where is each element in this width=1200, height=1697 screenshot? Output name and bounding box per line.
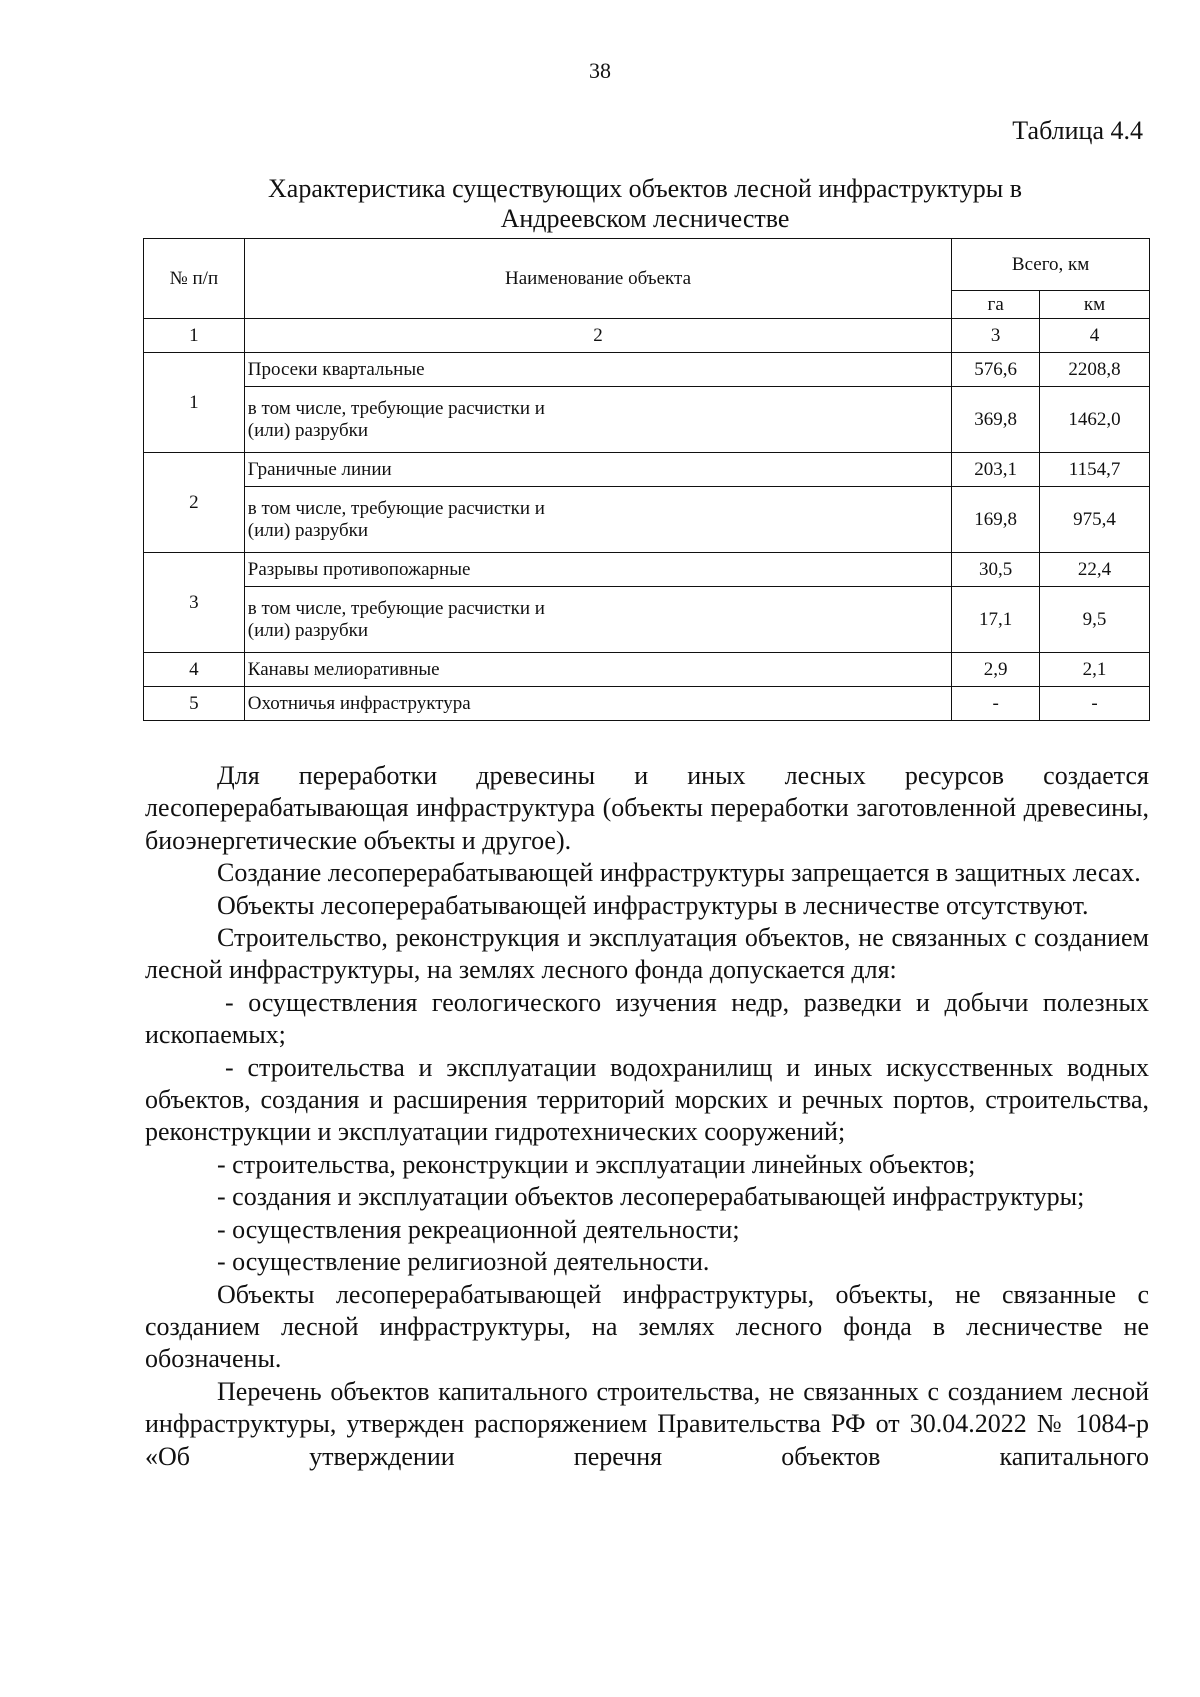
row-num: 1: [144, 353, 245, 453]
row-km: 975,4: [1040, 487, 1150, 553]
row-km: 2,1: [1040, 653, 1150, 687]
table-title-line2: Андреевском лесничестве: [500, 204, 790, 233]
col-number: 3: [952, 319, 1040, 353]
header-total: Всего, км: [952, 239, 1150, 291]
table-row: [144, 687, 1150, 721]
row-ha: 369,8: [952, 387, 1040, 453]
row-name: Граничные линии: [244, 453, 951, 487]
header-ha: га: [952, 291, 1040, 319]
row-num: 2: [144, 453, 245, 553]
paragraph: - осуществления рекреационной деятельности;: [217, 1214, 740, 1244]
row-ha: 203,1: [952, 453, 1040, 487]
header-num: № п/п: [144, 239, 245, 319]
table-row: [144, 653, 1150, 687]
row-name: Разрывы противопожарные: [244, 553, 951, 587]
table-header-row: [144, 239, 1150, 291]
table-title: [145, 174, 1145, 234]
row-name: Канавы мелиоративные: [244, 653, 951, 687]
table-row: [144, 587, 1150, 653]
table-col-number-row: [144, 319, 1150, 353]
paragraph: - создания и эксплуатации объектов лесоперерабатывающей инфраструктуры;: [217, 1182, 1085, 1212]
row-km: 9,5: [1040, 587, 1150, 653]
col-number: 4: [1040, 319, 1150, 353]
row-name: в том числе, требующие расчистки и (или) разрубки: [244, 487, 951, 553]
paragraph: Объекты лесоперерабатывающей инфраструктуры, объекты, не связанные с созданием лесной инфраструктуры, на землях лесного фонда в лесничестве не обозначены.: [145, 1279, 1149, 1374]
row-num: 4: [144, 653, 245, 687]
row-name: в том числе, требующие расчистки и (или) разрубки: [244, 587, 951, 653]
paragraph: Объекты лесоперерабатывающей инфраструктуры в лесничестве отсутствуют.: [217, 890, 1089, 920]
row-num: 5: [144, 687, 245, 721]
row-ha: 30,5: [952, 553, 1040, 587]
row-km: -: [1040, 687, 1150, 721]
row-km: 1154,7: [1040, 453, 1150, 487]
infrastructure-table: [143, 238, 1150, 721]
row-name: в том числе, требующие расчистки и (или) разрубки: [244, 387, 951, 453]
row-km: 22,4: [1040, 553, 1150, 587]
paragraph: - строительства и эксплуатации водохранилищ и иных искусственных водных объектов, создания и расширения территорий морских и речных портов, строительства, реконструкции и эксплуатации гидротехнических сооружений;: [145, 1052, 1149, 1147]
row-ha: -: [952, 687, 1040, 721]
col-number: 1: [144, 319, 245, 353]
row-ha: 2,9: [952, 653, 1040, 687]
paragraph: Создание лесоперерабатывающей инфраструктуры запрещается в защитных лесах.: [217, 858, 1141, 888]
row-num: 3: [144, 553, 245, 653]
page-number: 38: [589, 58, 611, 83]
table-row: [144, 387, 1150, 453]
table-row: [144, 487, 1150, 553]
row-km: 2208,8: [1040, 353, 1150, 387]
row-ha: 169,8: [952, 487, 1040, 553]
body-text: [145, 760, 1149, 1473]
header-name: Наименование объекта: [244, 239, 951, 319]
paragraph: - строительства, реконструкции и эксплуатации линейных объектов;: [217, 1149, 976, 1179]
paragraph: - осуществление религиозной деятельности.: [217, 1247, 710, 1277]
table-title-line1: Характеристика существующих объектов лесной инфраструктуры в: [268, 174, 1022, 203]
row-name: Просеки квартальные: [244, 353, 951, 387]
table-row: [144, 553, 1150, 587]
paragraph: Строительство, реконструкция и эксплуатация объектов, не связанных с созданием лесной инфраструктуры, на землях лесного фонда допускается для:: [145, 923, 1149, 985]
row-ha: 576,6: [952, 353, 1040, 387]
table-row: [144, 453, 1150, 487]
row-ha: 17,1: [952, 587, 1040, 653]
table-row: [144, 353, 1150, 387]
col-number: 2: [244, 319, 951, 353]
table-label: Таблица 4.4: [1012, 116, 1143, 145]
header-km: км: [1040, 291, 1150, 319]
row-km: 1462,0: [1040, 387, 1150, 453]
paragraph: Для переработки древесины и иных лесных ресурсов создается лесоперерабатывающая инфраструктура (объекты переработки заготовленной древесины, биоэнергетические объекты и другое).: [145, 761, 1149, 855]
paragraph: Перечень объектов капитального строительства, не связанных с созданием лесной инфраструктуры, утвержден распоряжением Правительства РФ от 30.04.2022 № 1084-р «Об утверждении перечня объектов капитального: [145, 1376, 1149, 1471]
row-name: Охотничья инфраструктура: [244, 687, 951, 721]
paragraph: - осуществления геологического изучения недр, разведки и добычи полезных ископаемых;: [145, 987, 1149, 1050]
